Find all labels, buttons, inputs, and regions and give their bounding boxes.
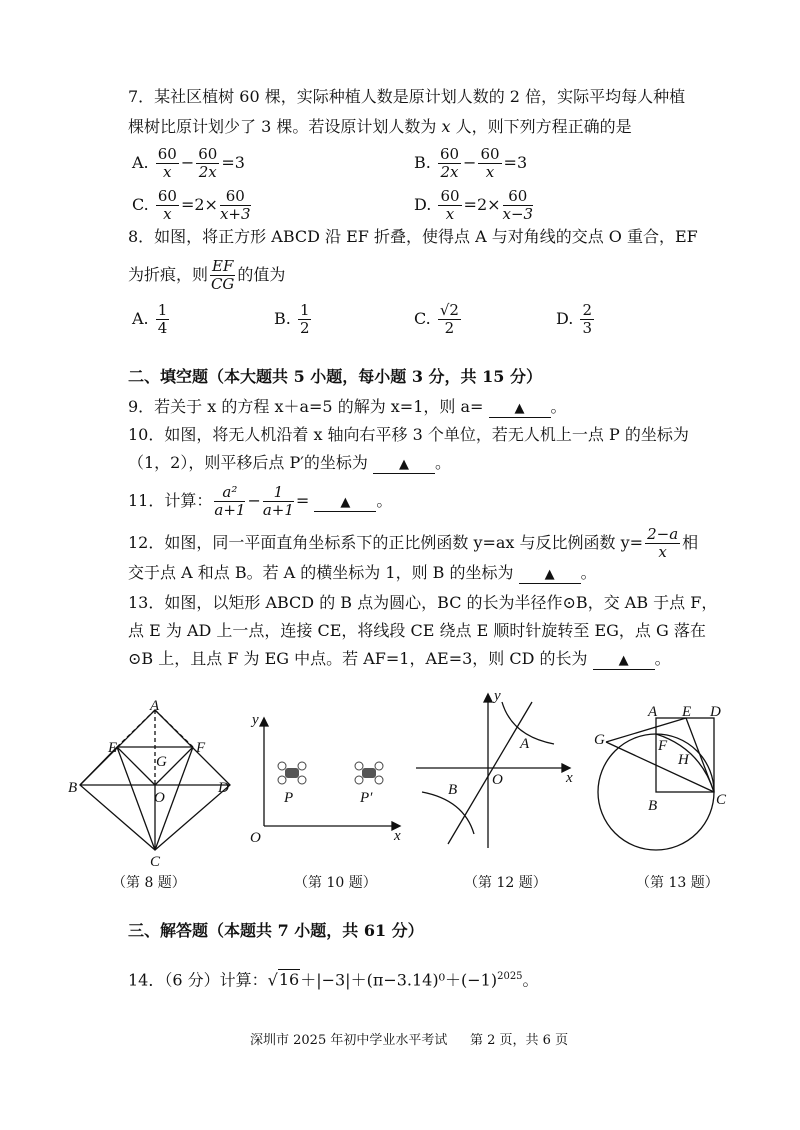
q8-option-a[interactable] (132, 302, 171, 337)
fig8-label-f: F (196, 740, 206, 756)
q14 (128, 966, 539, 991)
q8-b-label: B. (274, 309, 291, 328)
q8-option-b[interactable] (274, 302, 313, 337)
q11-op: − (247, 491, 261, 510)
figure-q10 (242, 712, 412, 852)
fig13-caption: （第 13 题） (636, 875, 719, 891)
q7-b-f2d: x (485, 163, 495, 181)
q7-b-f2n: 60 (480, 145, 500, 163)
fig10-drone-p-prime (355, 762, 383, 784)
fig10-y-arrow (260, 718, 268, 726)
q10-line2 (128, 452, 451, 474)
fig13-label-h: H (678, 752, 689, 768)
fig13-label-a: A (648, 704, 658, 720)
fig13-label-e: E (682, 704, 692, 720)
fig13-label-d: D (710, 704, 721, 720)
q8-a-label: A. (132, 309, 149, 328)
fig10-label-x: x (394, 828, 401, 844)
q7-a-tail: =3 (221, 153, 245, 172)
fig12-label-x: x (566, 770, 573, 786)
fig8-caption: （第 8 题） (112, 875, 186, 891)
q14-sqrt-sign: √ (267, 970, 278, 990)
q11-f2n: 1 (263, 484, 294, 502)
q8-line2 (128, 258, 285, 293)
q11-post: 。 (376, 491, 393, 510)
q8-frac-n: EF (212, 257, 234, 275)
q13-line3-text: ⊙B 上，且点 F 为 EG 中点。若 AF=1，AE=3，则 CD 的长为 (128, 649, 588, 668)
q12-line2-text: 交于点 A 和点 B。若 A 的横坐标为 1，则 B 的坐标为 (128, 563, 514, 582)
q9-post: 。 (550, 397, 567, 416)
q7-d-f1n: 60 (440, 187, 460, 205)
q8-d-n: 2 (582, 301, 592, 319)
q14-exponent: 2025 (497, 971, 523, 982)
q7-b-op: − (463, 153, 477, 172)
q12-post: 。 (580, 563, 597, 582)
q8-option-c[interactable] (414, 302, 463, 337)
q7-a-f2n: 60 (198, 145, 218, 163)
q10-answer-blank[interactable]: ▲ (373, 457, 435, 474)
q7-line2 (128, 116, 632, 138)
q8-b-d: 2 (299, 319, 310, 337)
q12-answer-blank[interactable]: ▲ (519, 567, 581, 584)
q13-post: 。 (654, 649, 671, 668)
q7-option-b[interactable] (414, 146, 527, 181)
fig8-label-g: G (156, 754, 167, 770)
footer-exam-name: 深圳市 2025 年初中学业水平考试 (250, 1033, 448, 1048)
q11 (128, 484, 392, 519)
q11-f1d: a+1 (214, 501, 246, 519)
q12-frac-n: 2−a (647, 525, 679, 543)
q10-line2-text: （1，2），则平移后点 P′的坐标为 (128, 453, 368, 472)
q13-line1: 13．如图，以矩形 ABCD 的 B 点为圆心，BC 的长为半径作⊙B，交 AB 于点 F， (128, 593, 718, 612)
footer-page-number: 第 2 页，共 6 页 (470, 1033, 569, 1048)
q11-text: 11．计算： (128, 491, 213, 510)
fig8-label-e: E (108, 740, 118, 756)
fig12-caption: （第 12 题） (464, 875, 547, 891)
q8-line2-pre: 为折痕，则 (128, 265, 209, 284)
q14-post: 。 (522, 970, 539, 990)
section2-heading: 二、填空题（本大题共 5 小题，每小题 3 分，共 15 分） (128, 367, 542, 386)
figure-q8 (70, 700, 240, 870)
q14-radicand: 16 (278, 970, 300, 990)
q11-eq: = (295, 491, 310, 510)
q13-line2: 点 E 为 AD 上一点，连接 CE，将线段 CE 绕点 E 顺时针旋转至 EG，点 G 落在 (128, 621, 706, 640)
q12-line1-text: 12．如图，同一平面直角坐标系下的正比例函数 y=ax 与反比例函数 y= (128, 533, 644, 552)
fig8-label-a: A (150, 698, 160, 714)
fig12-label-y: y (494, 688, 501, 704)
q10-post: 。 (434, 453, 451, 472)
q8-d-d: 3 (582, 319, 592, 337)
q12-line2 (128, 562, 597, 584)
q13-answer-blank[interactable]: ▲ (593, 653, 655, 670)
q12-line1 (128, 526, 698, 561)
q9-answer-blank[interactable]: ▲ (489, 401, 551, 418)
fig10-label-p: P (284, 790, 294, 806)
fig13-label-f: F (658, 738, 668, 754)
q7-d-op: =2× (463, 195, 501, 214)
q8-b-n: 1 (299, 301, 310, 319)
q7-line2-end: 人，则下列方程正确的是 (455, 117, 632, 136)
q8-a-n: 1 (157, 301, 168, 319)
fig10-label-p-prime: P′ (360, 790, 373, 806)
fig13-label-c: C (716, 792, 727, 808)
q11-f1n: a² (214, 484, 245, 502)
fig8-label-d: D (218, 780, 229, 796)
q7-a-op: − (180, 153, 195, 172)
q7-c-op: =2× (180, 195, 218, 214)
q7-d-f1d: x (445, 205, 455, 223)
q12-frac-d: x (658, 543, 667, 561)
q7-c-f2n: 60 (220, 188, 251, 206)
q8-d-label: D. (556, 309, 574, 328)
fig13-segment-eg (606, 718, 686, 742)
q7-a-label: A. (132, 153, 149, 172)
q7-b-tail: =3 (503, 153, 528, 172)
q7-c-f1d: x (163, 205, 172, 223)
q11-answer-blank[interactable]: ▲ (314, 495, 376, 512)
q13-line3 (128, 648, 671, 670)
q7-option-d[interactable] (414, 188, 535, 223)
q14-expression: ＋|−3|＋(π−3.14)⁰＋(−1) (300, 970, 498, 990)
q8-line2-post: 的值为 (237, 265, 286, 284)
q9 (128, 396, 567, 418)
q7-var: x (441, 117, 451, 136)
q7-option-c[interactable] (132, 188, 253, 223)
fig10-label-o: O (250, 830, 261, 846)
q7-line1: 7．某社区植树 60 棵，实际种植人数是原计划人数的 2 倍，实际平均每人种植 (128, 87, 686, 106)
q7-d-f2n: 60 (503, 188, 534, 206)
fig8-label-o: O (154, 790, 165, 806)
q7-b-f1d: 2x (440, 163, 459, 181)
section3-heading: 三、解答题（本题共 7 小题，共 61 分） (128, 921, 424, 940)
fig8-label-b: B (68, 780, 78, 796)
fig10-label-y: y (252, 712, 259, 728)
q7-d-f2d: x−3 (502, 205, 534, 223)
q7-c-f2d: x+3 (219, 205, 251, 223)
q8-a-d: 4 (157, 319, 168, 337)
q7-line2-text: 棵树比原计划少了 3 棵。若设原计划人数为 (128, 117, 437, 136)
fig10-caption: （第 10 题） (294, 875, 377, 891)
fig13-label-g: G (594, 732, 605, 748)
fig8-label-c: C (150, 854, 161, 870)
q7-b-f1n: 60 (439, 145, 460, 163)
fig13-label-b: B (648, 798, 658, 814)
fig12-label-a: A (520, 736, 530, 752)
q11-f2d: a+1 (262, 501, 294, 519)
fig12-line-y-ax (448, 702, 532, 844)
q7-c-f1n: 60 (157, 187, 177, 205)
q14-text: 14．（6 分）计算： (128, 970, 268, 990)
fig12-label-b: B (448, 782, 458, 798)
fig12-label-o: O (492, 772, 503, 788)
q8-c-d: 2 (444, 319, 455, 337)
q7-option-a[interactable] (132, 146, 245, 181)
q9-text: 9．若关于 x 的方程 x＋a=5 的解为 x=1，则 a= (128, 397, 484, 416)
q7-a-f1n: 60 (157, 145, 177, 163)
q8-c-label: C. (414, 309, 431, 328)
q7-c-label: C. (132, 195, 149, 214)
q10-line1: 10．如图，将无人机沿着 x 轴向右平移 3 个单位，若无人机上一点 P 的坐标为 (128, 425, 689, 444)
q8-option-d[interactable] (556, 302, 596, 337)
figure-q12 (408, 688, 588, 864)
fig8-eo (117, 747, 155, 785)
q8-c-n: √2 (439, 301, 459, 319)
q8-frac-d: CG (210, 275, 235, 293)
q8-line1: 8．如图，将正方形 ABCD 沿 EF 折叠，使得点 A 与对角线的交点 O 重合，EF (128, 227, 698, 246)
q7-d-label: D. (414, 195, 432, 214)
q7-b-label: B. (414, 153, 431, 172)
fig10-drone-p (278, 762, 306, 784)
q12-line1-post: 相 (682, 533, 699, 552)
figure-q13 (590, 700, 740, 870)
q7-a-f2d: 2x (198, 163, 217, 181)
q7-a-f1d: x (163, 163, 172, 181)
